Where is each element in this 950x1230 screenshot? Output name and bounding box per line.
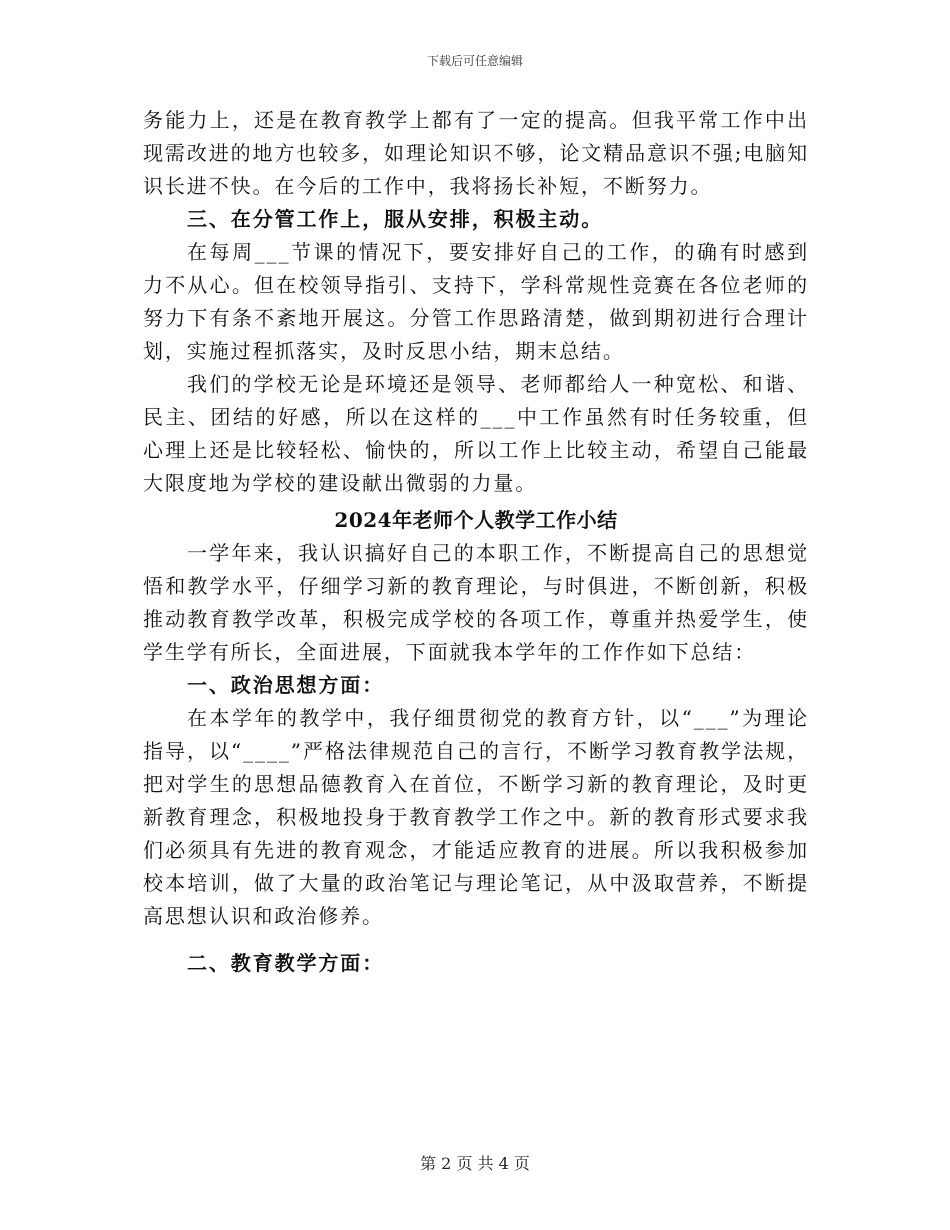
section-heading-1: 一、政治思想方面：: [187, 673, 385, 697]
section-heading-2: 二、教育教学方面：: [187, 951, 385, 975]
page-footer: 第 2 页 共 4 页: [420, 1154, 530, 1173]
paragraph: 我们的学校无论是环境还是领导、老师都给人一种宽松、和谐、民主、团结的好感，所以在这样的___中工作虽然有时任务较重，但心理上还是比较轻松、愉快的，所以工作上比较主动，希望自己能最大限度地为学校的建设献出微弱的力量。: [143, 372, 809, 495]
paragraph-continued: 务能力上，还是在教育教学上都有了一定的提高。但我平常工作中出现需改进的地方也较多，如理论知识不够，论文精品意识不强;电脑知识长进不快。在今后的工作中，我将扬长补短，不断努力。: [143, 108, 809, 198]
paragraph: 在本学年的教学中，我仔细贯彻党的教育方针，以“___”为理论指导，以“____”严格法律规范自己的言行，不断学习教育教学法规，把对学生的思想品德教育入在首位，不断学习新的教育理论，及时更新教育理念，积极地投身于教育教学工作之中。新的教育形式要求我们必须具有先进的教育观念，才能适应教育的进展。所以我积极参加校本培训，做了大量的政治笔记与理论笔记，从中汲取营养，不断提高思想认识和政治修养。: [143, 706, 809, 928]
section-heading-3: 三、在分管工作上，服从安排，积极主动。: [187, 207, 604, 231]
document-title: 2024年老师个人教学工作小结: [334, 508, 618, 532]
paragraph: 一学年来，我认识搞好自己的本职工作，不断提高自己的思想觉悟和教学水平，仔细学习新的教育理论，与时俱进，不断创新，积极推动教育教学改革，积极完成学校的各项工作，尊重并热爱学生，使学生学有所长，全面进展，下面就我本学年的工作作如下总结：: [143, 541, 809, 664]
page-header: 下载后可任意编辑: [426, 54, 523, 68]
paragraph: 在每周___节课的情况下，要安排好自己的工作，的确有时感到力不从心。但在校领导指引、支持下，学科常规性竞赛在各位老师的努力下有条不紊地开展这。分管工作思路清楚，做到期初进行合理计划，实施过程抓落实，及时反思小结，期末总结。: [143, 240, 809, 363]
document-body: [143, 104, 809, 980]
